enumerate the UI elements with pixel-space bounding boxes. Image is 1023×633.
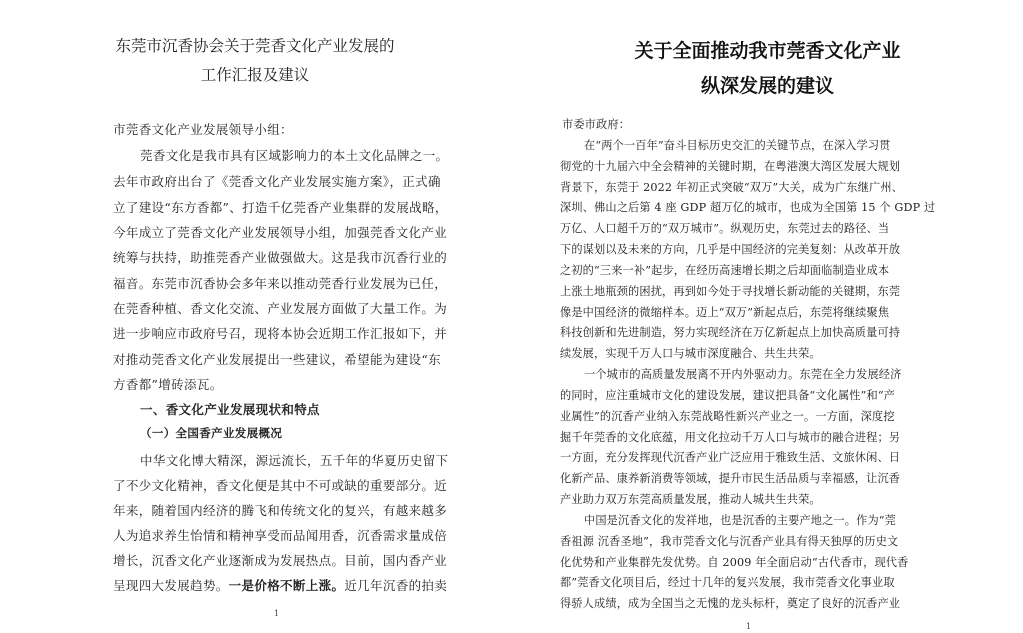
- left-page-number: 1: [274, 609, 280, 618]
- right-body-line: 在“两个一百年”奋斗目标历史交汇的关键节点，在深入学习贯: [584, 139, 891, 152]
- right-body-line: 业属性”的沉香产业纳入东莞战略性新兴产业之一。一方面，深度挖: [560, 410, 895, 423]
- right-body-line: 之初的“三来一补”起步，在经历高速增长期之后却面临制造业成本: [560, 264, 890, 277]
- left-body-line: 去年市政府出台了《莞香文化产业发展实施方案》，正式确: [113, 174, 441, 189]
- right-body-line: 背景下，东莞于 2022 年初正式突破“双万”大关，成为广东继广州、: [560, 181, 903, 194]
- right-body-line: 万亿、人口超千万的“双万城市”。纵观历史，东莞过去的路径、当: [560, 222, 890, 235]
- right-body-line: 香祖源 沉香圣地”，我市莞香文化与沉香产业具有得天独厚的历史文: [560, 535, 899, 548]
- right-page-number: 1: [746, 622, 752, 631]
- left-body-line: 今年成立了莞香文化产业发展领导小组，加强莞香文化产业: [113, 225, 448, 240]
- right-title: [512, 34, 1023, 104]
- right-body-line: 彻党的十九届六中全会精神的关键时期，在粤港澳大湾区发展大规划: [560, 160, 901, 173]
- left-body-line: 福音。东莞市沉香协会多年来以推动莞香行业发展为已任，: [113, 276, 448, 291]
- right-body-line: 下的谋划以及未来的方向，几乎是中国经济的完美复刻：从改革开放: [560, 243, 901, 256]
- right-body-line: 掘千年莞香的文化底蕴，用文化拉动千万人口与城市的融合进程；另: [560, 431, 901, 444]
- right-title-line-2: 纵深发展的建议: [700, 75, 834, 97]
- left-body2-line-tail: 近几年沉香的拍卖: [344, 578, 448, 593]
- left-body2-line-bold: 一是价格不断上涨。: [228, 578, 345, 593]
- right-body-line: 像是中国经济的微缩样本。迈上“双万”新起点后，东莞将继续聚焦: [560, 306, 890, 319]
- left-body-line: 方香都”增砖添瓦。: [113, 377, 223, 392]
- right-body-line: 上涨土地瓶颈的困扰，再到如今处于寻找增长新动能的关键期，东莞: [560, 285, 901, 298]
- right-body-line: 化优势和产业集群先发优势。自 2009 年全面启动“古代香市，现代香: [560, 556, 909, 569]
- right-addressee: 市委市政府：: [562, 118, 631, 131]
- right-document-page: [512, 0, 1023, 633]
- left-title-line-1: 东莞市沉香协会关于莞香文化产业发展的: [115, 37, 395, 55]
- right-body-line: 中国是沉香文化的发祥地，也是沉香的主要产地之一。作为“莞: [584, 514, 896, 527]
- left-heading-2: （一）全国香产业发展概况: [140, 426, 283, 440]
- left-body-line: 进一步响应市政府号召，现将本协会近期工作汇报如下，并: [113, 326, 448, 341]
- right-body-line: 得骄人成绩，成为全国当之无愧的龙头标杆，奠定了良好的沉香产业: [560, 597, 901, 610]
- right-body-line: 化新产品、康养新消费等领域，提升市民生活品质与幸福感，让沉香: [560, 472, 901, 485]
- left-body2-line: 了不少文化精神，香文化便是其中不可或缺的重要部分。近: [113, 478, 448, 493]
- left-body2-line: 增长，沉香文化产业逐渐成为发展热点。目前，国内香产业: [113, 553, 448, 568]
- left-title: [0, 32, 510, 90]
- right-body-line: 一个城市的高质量发展离不开内外驱动力。东莞在全力发展经济: [584, 368, 902, 381]
- left-body-line: 对推动莞香文化产业发展提出一些建议，希望能为建设“东: [113, 352, 441, 367]
- right-title-line-1: 关于全面推动我市莞香文化产业: [634, 40, 901, 62]
- left-title-line-2: 工作汇报及建议: [200, 66, 310, 84]
- left-body2-line: 人为追求养生怡情和精神享受而品闻用香，沉香需求量成倍: [113, 528, 448, 543]
- left-heading-1: 一、香文化产业发展现状和特点: [140, 402, 320, 417]
- right-body-line: 续发展，实现千万人口与城市深度融合、共生共荣。: [560, 347, 821, 360]
- left-body2-line-start: 呈现四大发展趋势。: [113, 578, 229, 593]
- left-body-line: 在莞香种植、香文化交流、产业发展方面做了大量工作。为: [113, 301, 448, 316]
- right-body-line: 的同时，应注重城市文化的建设发展，建议把具备“文化属性”和“产: [560, 389, 896, 402]
- left-document-page: [0, 0, 510, 633]
- left-body2-last-line: [113, 576, 447, 594]
- left-body2-line: 中华文化博大精深，源远流长，五千年的华夏历史留下: [140, 453, 449, 468]
- right-body-line: 科技创新和先进制造，努力实现经济在万亿新起点上加快高质量可持: [560, 326, 901, 339]
- right-body-line: 产业助力双万东莞高质量发展，推动人城共生共荣。: [560, 493, 821, 506]
- left-body2-line: 年来，随着国内经济的腾飞和传统文化的复兴，有越来越多: [113, 503, 448, 518]
- left-body-line: 莞香文化是我市具有区域影响力的本土文化品牌之一。: [140, 148, 449, 163]
- right-body-line: 深圳、佛山之后第 4 座 GDP 超万亿的城市，也成为全国第 15 个 GDP 过: [560, 201, 936, 214]
- right-body-line: 一方面，充分发挥现代沉香产业广泛应用于雅致生活、文旅休闲、日: [560, 451, 901, 464]
- left-addressee: 市莞香文化产业发展领导小组：: [113, 122, 293, 137]
- left-body-line: 统筹与扶持，助推莞香产业做强做大。这是我市沉香行业的: [113, 250, 448, 265]
- left-body-line: 立了建设“东方香都”、打造千亿莞香产业集群的发展战略，: [113, 200, 448, 215]
- right-body-line: 都”莞香文化项目后，经过十几年的复兴发展，我市莞香文化事业取: [560, 576, 895, 589]
